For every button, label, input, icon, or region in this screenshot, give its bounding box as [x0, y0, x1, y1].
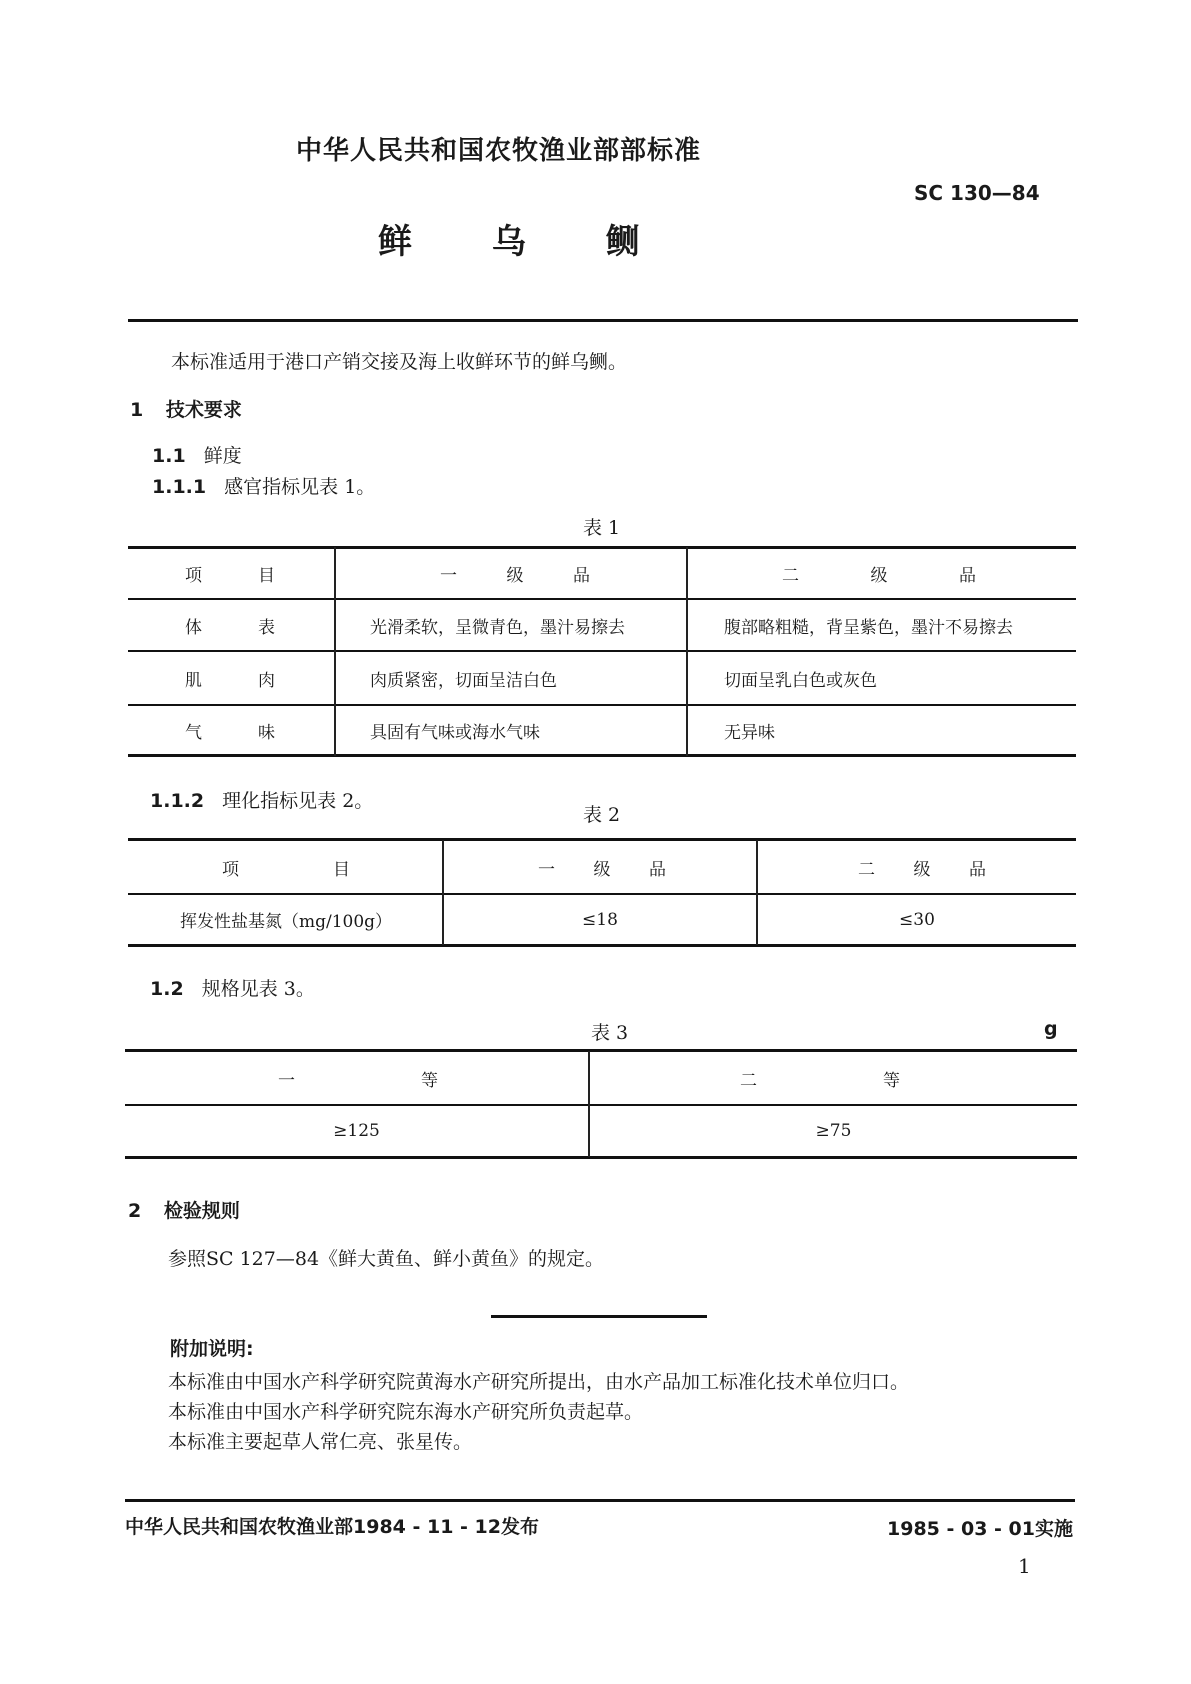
- cell-text: 级: [870, 566, 888, 586]
- cell-text: 一: [278, 1070, 295, 1091]
- document-title: [378, 214, 640, 263]
- subsection-1-1-1: [152, 472, 375, 499]
- section-text: 感官指标见表 1。: [224, 476, 376, 498]
- table-rule: [128, 754, 1076, 757]
- table-1-caption: 表 1: [583, 517, 621, 539]
- table-row-item: [185, 706, 275, 754]
- table-header-second-grade: [782, 549, 976, 598]
- issue-date: 中华人民共和国农牧渔业部1984 - 11 - 12发布: [125, 1516, 539, 1538]
- table-cell: 肉质紧密，切面呈洁白色: [370, 670, 557, 691]
- cell-text: 级: [506, 566, 524, 586]
- table-cell: ≤18: [582, 909, 618, 930]
- table-header-first-grade: [538, 841, 666, 893]
- header-rule: [128, 319, 1078, 322]
- table-header-second-grade: [858, 841, 986, 893]
- standard-code: SC 130—84: [914, 181, 1040, 205]
- section-title: 鲜度: [203, 445, 242, 467]
- table-3-unit: g: [1044, 1018, 1058, 1040]
- section-number: 1.1.1: [152, 476, 207, 498]
- cell-text: 级: [593, 859, 611, 880]
- separator-rule: [491, 1315, 707, 1318]
- footer-rule: [125, 1499, 1075, 1502]
- cell-text: 等: [421, 1070, 438, 1091]
- cell-text: 味: [258, 722, 275, 743]
- subsection-1-1: [152, 441, 242, 468]
- title-char: 鲗: [605, 222, 640, 262]
- cell-text: 二: [858, 859, 875, 880]
- section-number: 1.1: [152, 445, 186, 467]
- table-3-caption: 表 3: [591, 1022, 629, 1044]
- table-cell: 光滑柔软，呈微青色，墨汁易擦去: [370, 617, 625, 638]
- intro-text: 本标准适用于港口产销交接及海上收鲜环节的鲜乌鲗。: [171, 351, 628, 373]
- section-number: 2: [128, 1200, 142, 1222]
- title-char: 鲜: [378, 222, 412, 262]
- section-text: 规格见表 3。: [201, 978, 315, 1000]
- cell-text: 表: [258, 617, 275, 638]
- table-rule: [128, 944, 1076, 947]
- section-text: 理化指标见表 2。: [222, 790, 374, 812]
- table-rule: [125, 1156, 1077, 1159]
- notes-title: 附加说明:: [170, 1338, 254, 1360]
- table-cell: ≤30: [899, 909, 935, 930]
- table-divider: [334, 547, 336, 756]
- table-divider: [686, 547, 688, 756]
- cell-text: 级: [913, 859, 931, 880]
- issuer-heading: 中华人民共和国农牧渔业部部标准: [296, 136, 702, 166]
- table-cell: ≥75: [815, 1121, 852, 1141]
- section-1-heading: [130, 395, 242, 422]
- cell-text: 二: [782, 566, 799, 586]
- table-header-item: [185, 549, 275, 598]
- cell-text: 气: [185, 722, 202, 743]
- page-number: 1: [1018, 1554, 1031, 1578]
- table-header-second-class: [740, 1052, 900, 1104]
- notes-line: 本标准由中国水产科学研究院黄海水产研究所提出，由水产品加工标准化技术单位归口。: [168, 1371, 910, 1393]
- section-title: 技术要求: [165, 399, 242, 421]
- cell-text: 项: [222, 859, 239, 880]
- cell-text: 目: [333, 859, 350, 880]
- section-2-heading: [128, 1196, 240, 1223]
- table-cell: 切面呈乳白色或灰色: [724, 670, 877, 691]
- table-cell: ≥125: [333, 1121, 380, 1141]
- cell-text: 品: [959, 566, 976, 586]
- cell-text: 体: [185, 617, 202, 638]
- effective-date: 1985 - 03 - 01实施: [887, 1518, 1073, 1540]
- notes-line: 本标准由中国水产科学研究院东海水产研究所负责起草。: [168, 1401, 644, 1423]
- cell-text: 项: [185, 566, 202, 586]
- cell-text: 品: [573, 566, 590, 586]
- table-header-item: [222, 841, 350, 893]
- subsection-1-2: [150, 974, 315, 1001]
- cell-text: 一: [538, 859, 555, 880]
- section-title: 检验规则: [163, 1200, 240, 1222]
- table-row-item: [185, 600, 275, 650]
- cell-text: 品: [969, 859, 986, 880]
- cell-text: 目: [258, 566, 275, 586]
- table-header-first-grade: [440, 549, 590, 598]
- table-row-item: [185, 652, 275, 704]
- table-2-caption: 表 2: [583, 804, 621, 826]
- title-char: 乌: [491, 222, 526, 262]
- table-cell: 无异味: [724, 722, 775, 743]
- table-header-first-class: [278, 1052, 438, 1104]
- table-cell: 具固有气味或海水气味: [370, 722, 540, 743]
- subsection-1-1-2: [150, 786, 373, 813]
- section-number: 1.2: [150, 978, 184, 1000]
- cell-text: 肉: [258, 670, 275, 691]
- cell-text: 一: [440, 566, 457, 586]
- section-number: 1.1.2: [150, 790, 205, 812]
- section-2-text: 参照SC 127—84《鲜大黄鱼、鲜小黄鱼》的规定。: [168, 1248, 605, 1270]
- cell-text: 等: [883, 1070, 900, 1091]
- table-cell: 腹部略粗糙，背呈紫色，墨汁不易擦去: [724, 617, 1013, 638]
- table-rule: [125, 1049, 1077, 1052]
- cell-text: 二: [740, 1070, 757, 1091]
- notes-line: 本标准主要起草人常仁亮、张星传。: [168, 1431, 473, 1453]
- table-row-item: 挥发性盐基氮（mg/100g）: [179, 912, 393, 932]
- cell-text: 肌: [185, 670, 202, 691]
- cell-text: 品: [649, 859, 666, 880]
- section-number: 1: [130, 399, 144, 421]
